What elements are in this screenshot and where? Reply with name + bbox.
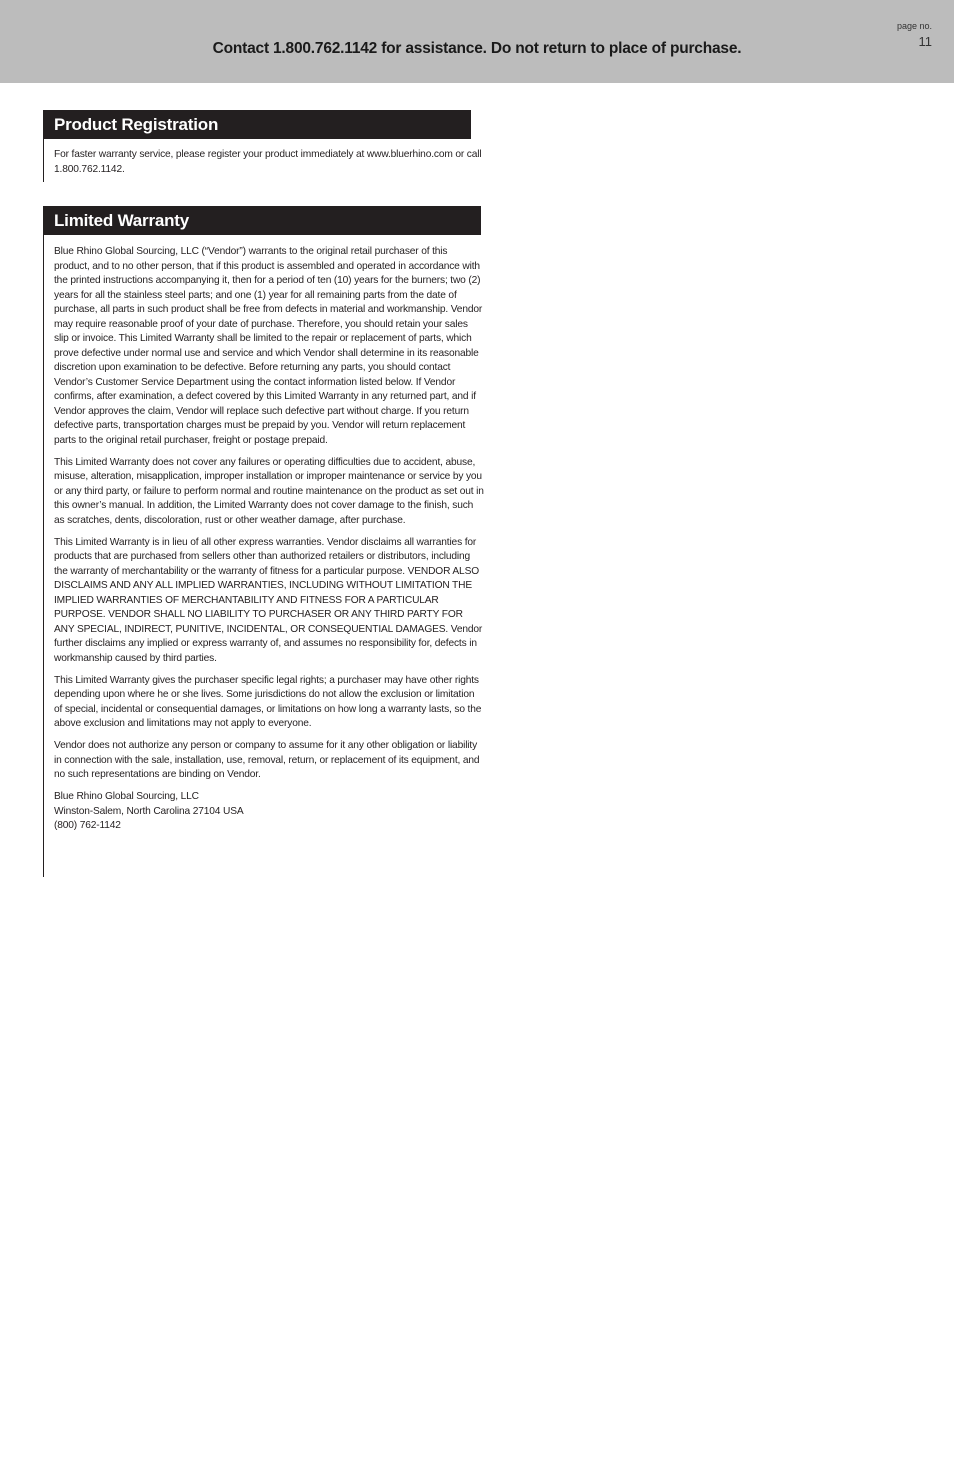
vendor-address (54, 790, 484, 834)
warranty-paragraph: Vendor does not authorize any person or company to assume for it any other obligation or liability in connection with the sale, installation, use, removal, return, or replacement of its equipment, and no such representations are binding on Vendor. (54, 740, 480, 780)
page-number: 11 (918, 34, 932, 49)
warranty-rule (43, 206, 44, 877)
warranty-paragraph: This Limited Warranty gives the purchaser specific legal rights; a purchaser may have other rights depending upon where he or she lives. Some jurisdictions do not allow the exclusion or limitation of special, incidental or consequential damages, or limitations on how long a warranty lasts, so the above exclusion and limitations may not apply to everyone. (54, 674, 482, 729)
registration-text (54, 148, 484, 185)
address-line: Winston-Salem, North Carolina 27104 USA (54, 805, 244, 817)
registration-header: Product Registration (44, 110, 471, 139)
warranty-header: Limited Warranty (44, 206, 481, 235)
registration-paragraph: For faster warranty service, please register your product immediately at www.bluerhino.com or call 1.800.762.1142. (54, 149, 482, 175)
contact-line: Contact 1.800.762.1142 for assistance. Do not return to place of purchase. (212, 40, 742, 57)
warranty-paragraph: This Limited Warranty does not cover any failures or operating difficulties due to accident, abuse, misuse, alteration, misapplication, improper installation or improper maintenance or service by you or any third party, or failure to perform normal and routine maintenance on the product as set out in this owner’s manual. In addition, the Limited Warranty does not cover damage to the finish, such as scratches, dents, discoloration, rust or other weather damage, after purchase. (54, 456, 484, 526)
top-banner (0, 0, 954, 83)
address-line: (800) 762-1142 (54, 820, 121, 831)
address-line: Blue Rhino Global Sourcing, LLC (54, 791, 199, 802)
page-label: page no. (896, 21, 932, 31)
warranty-paragraph: This Limited Warranty is in lieu of all other express warranties. Vendor disclaims all warranties for products that are purchased from sellers other than authorized retailers or distributors, including the warranty of merchantability or the warranty of fitness for a particular purpose. VENDOR ALSO DISCLAIMS AND ANY ALL IMPLIED WARRANTIES, INCLUDING WITHOUT LIMITATION THE IMPLIED WARRANTIES OF MERCHANTABILITY AND FITNESS FOR A PARTICULAR PURPOSE. VENDOR SHALL NO LIABILITY TO PURCHASER OR ANY THIRD PARTY FOR ANY SPECIAL, INDIRECT, PUNITIVE, INCIDENTAL, OR CONSEQUENTIAL DAMAGES. Vendor further disclaims any implied or express warranty of, and assumes no responsibility for, defects in workmanship caused by third parties. (54, 536, 483, 664)
warranty-paragraph: Blue Rhino Global Sourcing, LLC (“Vendor”) warrants to the original retail purchaser of this product, and to no other person, that if this product is assembled and operated in accordance with the printed instructions accompanying it, then for a period of ten (10) years for the burners; two (2) years for all the stainless steel parts; and one (1) year for all remaining parts from the date of purchase, all parts in such product shall be free from defects in material and workmanship. Vendor may require reasonable proof of your date of purchase. Therefore, you should retain your sales slip or invoice. This Limited Warranty shall be limited to the repair or replacement of parts, which prove defective under normal use and service and which Vendor shall determine in its reasonable discretion upon examination to be defective. Before returning any parts, you should contact Vendor’s Customer Service Department using the contact information listed below. If Vendor confirms, after examination, a defect covered by this Limited Warranty in any returned part, and if Vendor approves the claim, Vendor will replace such defective part without charge. If you return defective parts, transportation charges must be prepaid by you. Vendor will return replacement parts to the original retail purchaser, freight or postage prepaid. (54, 246, 483, 446)
warranty-text (54, 245, 484, 841)
